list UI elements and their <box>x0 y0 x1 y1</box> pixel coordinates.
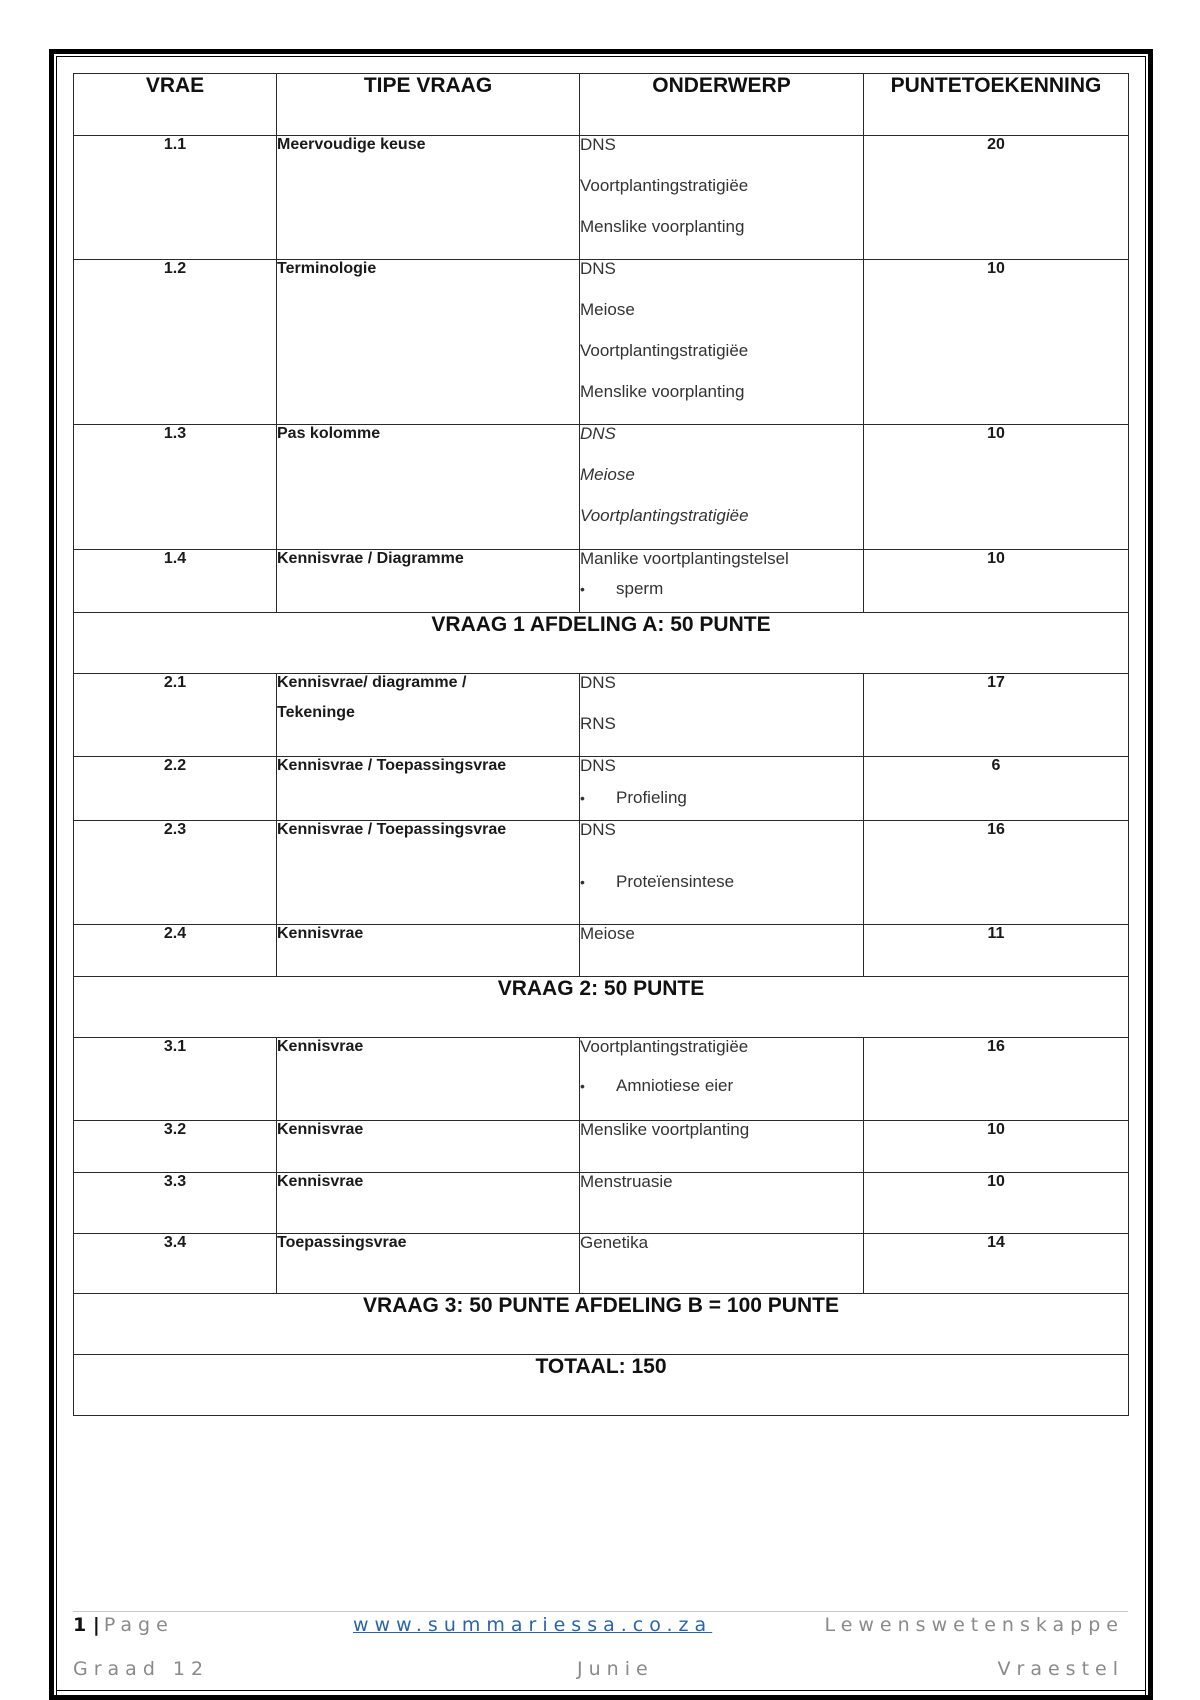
total-row <box>74 1355 1129 1416</box>
question-3-summary: VRAAG 3: 50 PUNTE AFDELING B = 100 PUNTE <box>74 1294 1129 1355</box>
topic-item: Genetika <box>580 1233 649 1252</box>
question-type: Toepassingsvrae <box>277 1234 580 1294</box>
bullet-text: Proteïensintese <box>616 872 735 891</box>
table-row <box>74 260 1129 425</box>
marks-value: 10 <box>864 550 1129 613</box>
question-2-summary: VRAAG 2: 50 PUNTE <box>74 977 1129 1038</box>
topic-item: Meiose <box>580 300 635 319</box>
topic-cell <box>580 674 864 757</box>
question-type: Terminologie <box>277 260 580 425</box>
question-type: Kennisvrae <box>277 1121 580 1173</box>
topic-item: Menslike voorplanting <box>580 217 745 236</box>
table-row <box>74 674 1129 757</box>
question-number: 2.4 <box>74 925 277 977</box>
summary-row <box>74 1294 1129 1355</box>
bullet-icon: • <box>580 581 585 597</box>
marks-value: 10 <box>864 1121 1129 1173</box>
bullet-icon: • <box>580 874 585 890</box>
page-border-bottom-inner <box>56 1690 1146 1691</box>
grand-total: TOTAAL: 150 <box>74 1355 1129 1416</box>
topic-item: Menslike voorplanting <box>580 382 745 401</box>
footer-month: Junie <box>577 1658 654 1680</box>
footer-paper: Vraestel <box>997 1658 1124 1680</box>
marks-value: 11 <box>864 925 1129 977</box>
question-number: 3.2 <box>74 1121 277 1173</box>
topic-cell <box>580 1173 864 1234</box>
topic-cell <box>580 550 864 613</box>
table-row <box>74 550 1129 613</box>
bullet-icon: • <box>580 1078 585 1094</box>
bullet-icon: • <box>580 790 585 806</box>
header-vrae: VRAE <box>74 74 277 136</box>
topic-item: DNS <box>580 820 616 839</box>
table-row <box>74 136 1129 260</box>
question-number: 2.2 <box>74 757 277 821</box>
table-row <box>74 425 1129 550</box>
question-type-line: Kennisvrae/ diagramme / <box>277 674 467 691</box>
table-row <box>74 1234 1129 1294</box>
question-number: 1.1 <box>74 136 277 260</box>
footer-grade: Graad 12 <box>73 1658 210 1680</box>
question-type: Kennisvrae / Toepassingsvrae <box>277 821 580 925</box>
topic-item: DNS <box>580 756 616 775</box>
question-number: 3.1 <box>74 1038 277 1121</box>
question-number: 1.2 <box>74 260 277 425</box>
bullet-text: sperm <box>616 579 664 598</box>
header-onderwerp: ONDERWERP <box>580 74 864 136</box>
question-number: 1.4 <box>74 550 277 613</box>
question-1-summary: VRAAG 1 AFDELING A: 50 PUNTE <box>74 613 1129 674</box>
topic-item: Meiose <box>580 465 635 484</box>
question-number: 1.3 <box>74 425 277 550</box>
marks-value: 10 <box>864 1173 1129 1234</box>
page-number-value: 1 <box>73 1614 87 1636</box>
topic-cell <box>580 925 864 977</box>
topic-item: DNS <box>580 673 616 692</box>
header-puntetoekenning: PUNTETOEKENNING <box>864 74 1129 136</box>
question-type: Kennisvrae <box>277 1038 580 1121</box>
topic-item: DNS <box>580 259 616 278</box>
question-type <box>277 674 580 757</box>
page-border-bottom-outer <box>49 1695 1153 1700</box>
marks-value: 6 <box>864 757 1129 821</box>
header-row <box>74 74 1129 136</box>
topic-bullet <box>580 580 863 598</box>
topic-bullet <box>580 873 863 891</box>
footer-divider <box>73 1611 1128 1612</box>
topic-item: DNS <box>580 135 616 154</box>
website-link[interactable]: www.summariessa.co.za <box>353 1614 713 1636</box>
topic-item: RNS <box>580 714 616 733</box>
question-number: 2.1 <box>74 674 277 757</box>
marks-value: 10 <box>864 425 1129 550</box>
table-row <box>74 925 1129 977</box>
topic-cell <box>580 821 864 925</box>
question-number: 3.3 <box>74 1173 277 1234</box>
question-type: Meervoudige keuse <box>277 136 580 260</box>
topic-cell <box>580 1121 864 1173</box>
topic-cell <box>580 136 864 260</box>
mark-allocation-table <box>73 73 1129 1416</box>
topic-cell <box>580 1038 864 1121</box>
footer-subject: Lewenswetenskappe <box>824 1614 1124 1636</box>
question-type: Pas kolomme <box>277 425 580 550</box>
topic-item: Voortplantingstratigiëe <box>580 341 749 360</box>
marks-value: 16 <box>864 1038 1129 1121</box>
marks-value: 14 <box>864 1234 1129 1294</box>
topic-item: Menstruasie <box>580 1172 673 1191</box>
summary-row <box>74 977 1129 1038</box>
page-separator: | <box>92 1614 100 1636</box>
topic-item: Meiose <box>580 924 635 943</box>
marks-value: 16 <box>864 821 1129 925</box>
bullet-text: Amniotiese eier <box>616 1076 734 1095</box>
page-number <box>73 1614 174 1636</box>
table-row <box>74 821 1129 925</box>
topic-cell <box>580 425 864 550</box>
question-type: Kennisvrae / Diagramme <box>277 550 580 613</box>
topic-item: Menslike voortplanting <box>580 1120 750 1139</box>
question-number: 2.3 <box>74 821 277 925</box>
table-row <box>74 1173 1129 1234</box>
table-row <box>74 1121 1129 1173</box>
question-type: Kennisvrae <box>277 925 580 977</box>
topic-item: DNS <box>580 424 616 443</box>
topic-cell <box>580 260 864 425</box>
marks-value: 20 <box>864 136 1129 260</box>
topic-cell <box>580 757 864 821</box>
marks-value: 17 <box>864 674 1129 757</box>
summary-row <box>74 613 1129 674</box>
question-type-line: Tekeninge <box>277 704 355 721</box>
marks-value: 10 <box>864 260 1129 425</box>
question-type: Kennisvrae <box>277 1173 580 1234</box>
header-tipe-vraag: TIPE VRAAG <box>277 74 580 136</box>
topic-item: Voortplantingstratigiëe <box>580 176 749 195</box>
bullet-text: Profieling <box>616 788 687 807</box>
topic-cell <box>580 1234 864 1294</box>
table-row <box>74 1038 1129 1121</box>
table-row <box>74 757 1129 821</box>
topic-bullet <box>580 789 863 807</box>
question-type: Kennisvrae / Toepassingsvrae <box>277 757 580 821</box>
topic-item: Manlike voortplantingstelsel <box>580 549 789 568</box>
question-number: 3.4 <box>74 1234 277 1294</box>
page-word: Page <box>103 1614 174 1636</box>
topic-bullet <box>580 1077 863 1095</box>
topic-item: Voortplantingstratigiëe <box>580 506 749 525</box>
topic-item: Voortplantingstratigiëe <box>580 1037 749 1056</box>
